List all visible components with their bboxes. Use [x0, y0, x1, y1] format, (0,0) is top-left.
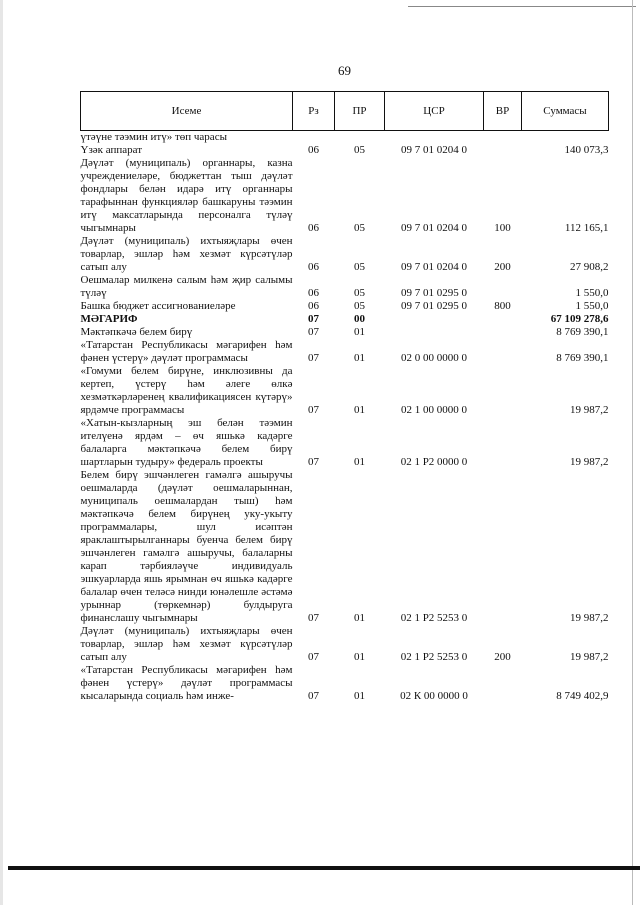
- cell-vr: [484, 144, 522, 157]
- cell-pr: 01: [354, 612, 365, 624]
- cell-csr: 09 7 01 0204 0: [401, 261, 467, 273]
- cell-sum: 19 987,2: [570, 404, 609, 416]
- cell-vr: 200: [494, 261, 511, 273]
- cell-csr: 09 7 01 0204 0: [401, 144, 467, 156]
- cell-name: МӘГАРИФ: [80, 313, 138, 325]
- cell-rz: 06: [308, 222, 319, 234]
- scan-edge-left: [0, 0, 3, 905]
- cell-rz: 07: [308, 313, 319, 325]
- table-row: [81, 417, 609, 469]
- cell-csr: [385, 326, 484, 339]
- cell-sum: 1 550,0: [575, 287, 609, 299]
- cell-vr: [484, 664, 522, 703]
- cell-sum: 8 769 390,1: [556, 352, 609, 364]
- cell-csr: 02 К 00 0000 0: [400, 690, 468, 702]
- cell-pr: 05: [354, 287, 365, 299]
- cell-name: Дәүләт (муниципаль) ихтыяҗлары өчен товарлар, эшләр һәм хезмәт күрсәтүләр сатып алу: [80, 235, 293, 273]
- scan-bottom-bar: [8, 866, 640, 870]
- cell-rz: 07: [308, 326, 319, 338]
- cell-rz: 07: [308, 404, 319, 416]
- table-row: [81, 144, 609, 157]
- cell-vr: [484, 417, 522, 469]
- cell-name: «Татарстан Республикасы мәгарифен һәм фәнен үстерү» дәүләт программасы: [80, 339, 293, 364]
- cell-pr: 01: [354, 352, 365, 364]
- cell-csr: 09 7 01 0204 0: [401, 222, 467, 234]
- cell-rz: 07: [308, 352, 319, 364]
- cell-vr: [484, 131, 522, 145]
- cell-pr: 01: [354, 690, 365, 702]
- budget-table: [80, 91, 609, 703]
- cell-csr: 02 1 P2 0000 0: [400, 456, 468, 468]
- cell-rz: 07: [308, 690, 319, 702]
- cell-pr: 05: [354, 144, 365, 156]
- header-csr: ЦСР: [385, 92, 484, 131]
- table-body: [81, 131, 609, 704]
- cell-csr: 02 1 00 0000 0: [401, 404, 467, 416]
- cell-vr: 200: [494, 651, 511, 663]
- table-row: [81, 664, 609, 703]
- table-header-row: [81, 92, 609, 131]
- header-rz: Рз: [293, 92, 335, 131]
- cell-name: «Гомуми белем бирүне, инклюзивны да кертеп, үстерү һәм әлеге өлкә хезмәткәрләренең квалификациясен күтәрү» ярдәмче программасы: [80, 365, 293, 416]
- cell-csr: 09 7 01 0295 0: [401, 300, 467, 312]
- header-name: Исеме: [81, 92, 293, 131]
- table-row: [81, 274, 609, 300]
- cell-sum: 19 987,2: [570, 612, 609, 624]
- header-pr: ПР: [335, 92, 385, 131]
- cell-sum: 112 165,1: [564, 222, 609, 234]
- cell-rz: 06: [308, 261, 319, 273]
- scan-edge-right: [632, 0, 633, 905]
- cell-pr: 00: [354, 313, 365, 325]
- cell-pr: 01: [354, 456, 365, 468]
- cell-rz: 06: [308, 144, 319, 156]
- cell-vr: [484, 365, 522, 417]
- cell-pr: 01: [354, 326, 365, 338]
- cell-pr: 05: [354, 222, 365, 234]
- cell-name: Мәктәпкәчә белем бирү: [80, 326, 193, 338]
- table-row: [81, 326, 609, 339]
- cell-rz: 07: [308, 651, 319, 663]
- cell-csr: [385, 313, 484, 326]
- scan-line-top: [408, 6, 636, 7]
- cell-vr: 800: [494, 300, 511, 312]
- cell-name: Дәүләт (муниципаль) органнары, казна учреждениеләре, бюджеттан тыш дәүләт фондлары белән идарә итү органнары тарафыннан функцияләр башкаруны тәэмин итү максатларында персоналга түләү чыгымнары: [80, 157, 293, 234]
- cell-pr: 05: [354, 261, 365, 273]
- cell-pr: 05: [354, 300, 365, 312]
- cell-csr: 02 1 P2 5253 0: [400, 612, 468, 624]
- cell-sum: 8 769 390,1: [556, 326, 609, 338]
- cell-rz: 06: [308, 300, 319, 312]
- cell-rz: 07: [308, 456, 319, 468]
- cell-rz: 07: [308, 612, 319, 624]
- cell-name: «Татарстан Республикасы мәгарифен һәм фәнен үстерү» дәүләт программасы кысаларында социаль һәм инже-: [80, 664, 293, 702]
- cell-vr: [484, 339, 522, 365]
- cell-sum: 19 987,2: [570, 456, 609, 468]
- table-row: [81, 131, 609, 145]
- cell-name: Үзәк аппарат: [80, 144, 143, 156]
- table-row: [81, 300, 609, 313]
- header-vr: ВР: [484, 92, 522, 131]
- table-row: [81, 313, 609, 326]
- cell-csr: [385, 131, 484, 145]
- table-row: [81, 235, 609, 274]
- cell-sum: 19 987,2: [570, 651, 609, 663]
- cell-sum: 27 908,2: [570, 261, 609, 273]
- cell-name: «Хатын-кызларның эш белән тәэмин ителүенә ярдәм – өч яшькә кадәрге балаларга мәктәпкәчә белем бирү шартларын тудыру» федераль проекты: [80, 417, 293, 468]
- cell-rz: 06: [308, 287, 319, 299]
- table-row: [81, 365, 609, 417]
- cell-vr: 100: [494, 222, 511, 234]
- cell-sum: 8 749 402,9: [556, 690, 609, 702]
- cell-name: Белем бирү эшчәнлеген гамәлгә ашыручы оешмаларда (дәүләт оешмаларыннан, муниципаль оешмалардан тыш) һәм мәктәпкәчә белем бирүнең уку-укыту программалары, шул исәптән яраклаштырылганнары буенча белем бирү эшчәнлеген гамәлгә ашыручы, балаларны карап тәрбияләүче индивидуаль эшкуарларда яшь ярымнан өч яшькә кадәрге балалар өчен теләсә нинди юнәлешле әстәмә урыннар (төркемнәр) булдыруга финанслашу чыгымнары: [80, 469, 293, 624]
- cell-name: үтәүне тәэмин итү» төп чарасы: [80, 131, 227, 143]
- cell-pr: 01: [354, 404, 365, 416]
- cell-rz: [293, 131, 335, 145]
- table-row: [81, 157, 609, 235]
- table-row: [81, 339, 609, 365]
- cell-sum: [522, 131, 609, 145]
- cell-vr: [484, 274, 522, 300]
- cell-pr: 01: [354, 651, 365, 663]
- cell-csr: 02 1 P2 5253 0: [400, 651, 468, 663]
- cell-vr: [484, 469, 522, 625]
- cell-name: Оешмалар милкенә салым һәм җир салымы түләү: [80, 274, 293, 299]
- cell-pr: [335, 131, 385, 145]
- cell-csr: 09 7 01 0295 0: [401, 287, 467, 299]
- header-sum: Суммасы: [522, 92, 609, 131]
- cell-vr: [484, 313, 522, 326]
- cell-name: Дәүләт (муниципаль) ихтыяҗлары өчен товарлар, эшләр һәм хезмәт күрсәтүләр сатып алу: [80, 625, 293, 663]
- table-row: [81, 469, 609, 625]
- page-number: 69: [338, 63, 351, 78]
- cell-csr: 02 0 00 0000 0: [401, 352, 467, 364]
- cell-sum: 1 550,0: [575, 300, 609, 312]
- cell-vr: [484, 326, 522, 339]
- cell-sum: 140 073,3: [564, 144, 609, 156]
- table-row: [81, 625, 609, 664]
- cell-name: Башка бюджет ассигнованиеләре: [80, 300, 236, 312]
- cell-sum: 67 109 278,6: [550, 313, 609, 325]
